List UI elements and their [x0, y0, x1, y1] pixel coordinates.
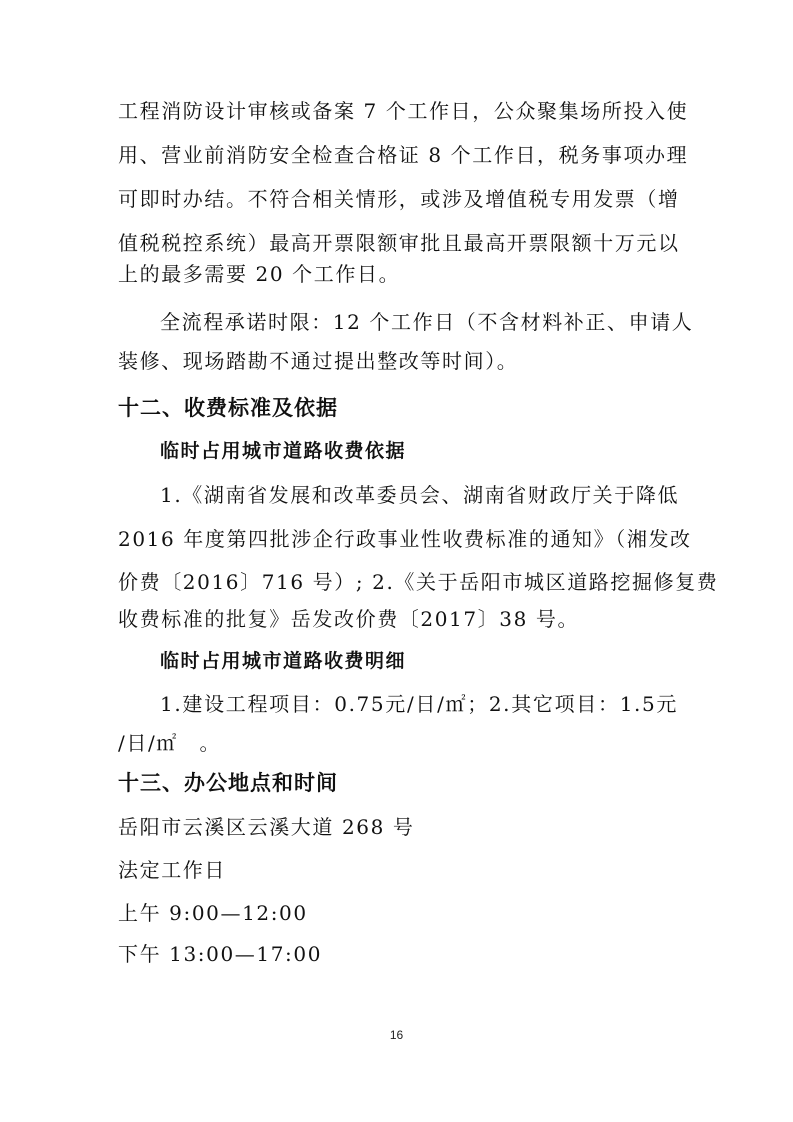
office-days: 法定工作日 [118, 858, 226, 882]
office-hours-morning: 上午 9:00—12:00 [118, 901, 308, 925]
paragraph-line: 全流程承诺时限：12 个工作日（不含材料补正、申请人 [160, 310, 694, 334]
office-hours-afternoon: 下午 13:00—17:00 [118, 942, 323, 966]
subsection-title: 临时占用城市道路收费依据 [160, 440, 407, 462]
paragraph-line: 价费〔2016〕716 号）; 2.《关于岳阳市城区道路挖掘修复费 [118, 570, 719, 594]
paragraph-line: 可即时办结。不符合相关情形，或涉及增值税专用发票（增 [118, 187, 680, 211]
page-number: 16 [389, 1028, 404, 1042]
paragraph-line: 装修、现场踏勘不通过提出整改等时间）。 [118, 349, 519, 373]
paragraph-line: 1.《湖南省发展和改革委员会、湖南省财政厅关于降低 [160, 483, 680, 507]
subsection-title: 临时占用城市道路收费明细 [160, 650, 407, 672]
paragraph-line: 上的最多需要 20 个工作日。 [118, 262, 401, 286]
paragraph-line: /日/㎡ 。 [118, 731, 222, 755]
paragraph-line: 收费标准的批复》岳发改价费〔2017〕38 号。 [118, 607, 580, 631]
section-heading: 十三、办公地点和时间 [118, 771, 338, 795]
paragraph-line: 2016 年度第四批涉企行政事业性收费标准的通知》（湘发改 [118, 527, 692, 551]
paragraph-line: 值税税控系统）最高开票限额审批且最高开票限额十万元以 [118, 231, 680, 255]
paragraph-line: 工程消防设计审核或备案 7 个工作日，公众聚集场所投入使 [118, 99, 689, 123]
office-address: 岳阳市云溪区云溪大道 268 号 [118, 815, 415, 839]
paragraph-line: 用、营业前消防安全检查合格证 8 个工作日，税务事项办理 [118, 143, 689, 167]
paragraph-line: 1.建设工程项目：0.75元/日/㎡；2.其它项目：1.5元 [160, 692, 678, 716]
section-heading: 十二、收费标准及依据 [118, 396, 338, 420]
